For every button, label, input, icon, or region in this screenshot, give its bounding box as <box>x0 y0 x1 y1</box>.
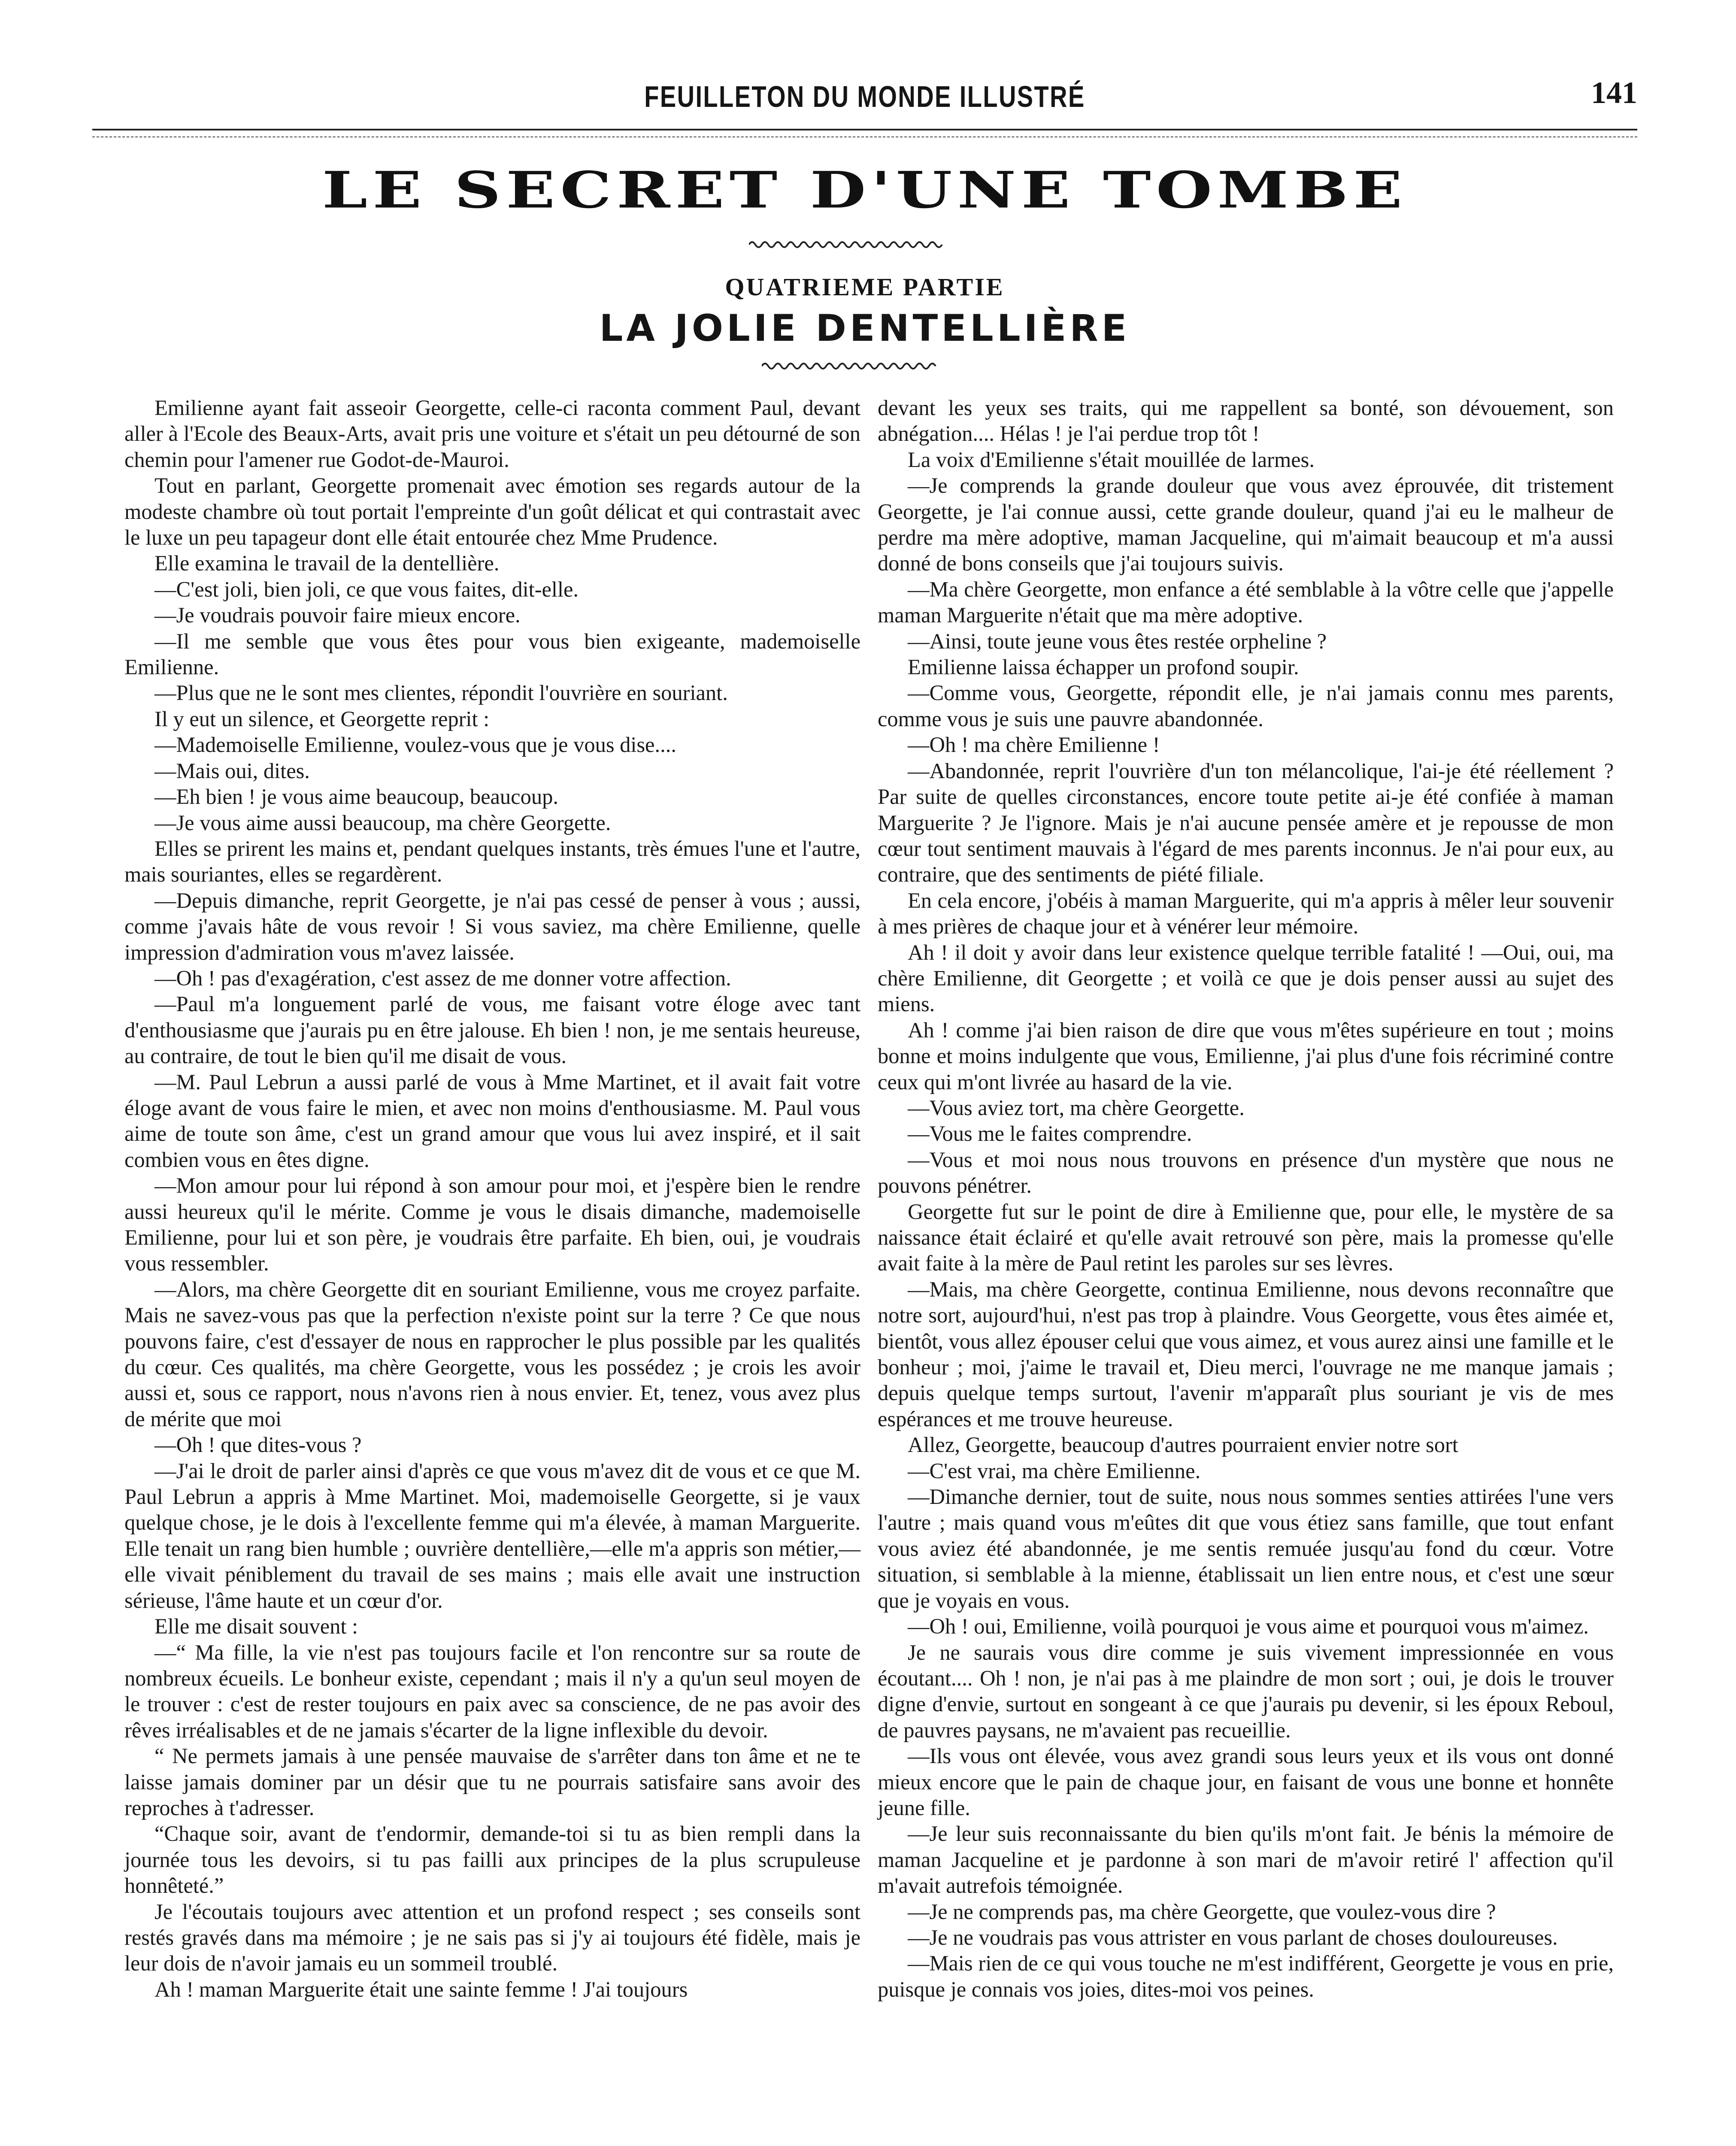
paragraph: —Abandonnée, reprit l'ouvrière d'un ton mélancolique, l'ai-je été réellement ? Par suite de quelles circonstances, encore toute petite ai-je été confiée à maman Marguerite ? Je l'ignore. Mais je n'ai aucune pensée amère et je repousse de mon cœur tout sentiment mauvais à l'égard de mes parents inconnus. Je n'ai pour eux, au contraire, que des sentiments de piété filiale. <box>878 758 1614 887</box>
paragraph: —Vous me le faites comprendre. <box>908 1121 1192 1146</box>
paragraph: Ah ! maman Marguerite était une sainte femme ! J'ai toujours <box>155 1977 688 2001</box>
paragraph: “Chaque soir, avant de t'endormir, demande-toi si tu as bien rempli dans la journée tous les devoirs, si tu pas failli aux principes de la plus scrupuleuse honnêteté.” <box>124 1822 860 1898</box>
left-column <box>124 395 860 2002</box>
paragraph: Elles se prirent les mains et, pendant quelques instants, très émues l'une et l'autre, mais souriantes, elles se regardèrent. <box>124 836 860 887</box>
paragraph: Emilienne laissa échapper un profond soupir. <box>908 655 1299 679</box>
paragraph: Ah ! comme j'ai bien raison de dire que vous m'êtes supérieure en tout ; moins bonne et moins indulgente que vous, Emilienne, j'ai plus d'une fois récriminé contre ceux qui m'ont livrée au hasard de la vie. <box>878 1018 1614 1094</box>
paragraph: —Vous et moi nous nous trouvons en présence d'un mystère que nous ne pouvons pénétrer. <box>878 1147 1614 1198</box>
paragraph: —Ainsi, toute jeune vous êtes restée orpheline ? <box>908 629 1327 653</box>
paragraph: Je l'écoutais toujours avec attention et un profond respect ; ses conseils sont restés gravés dans ma mémoire ; je ne sais pas si j'y ai toujours été fidèle, mais je leur dois de n'avoir jamais eu un sommeil troublé. <box>124 1899 860 1976</box>
paragraph: Allez, Georgette, beaucoup d'autres pourraient envier notre sort <box>908 1433 1458 1457</box>
right-column <box>878 395 1614 2002</box>
paragraph: —Oh ! oui, Emilienne, voilà pourquoi je vous aime et pourquoi vous m'aimez. <box>908 1614 1589 1639</box>
chapter-subtitle: LA JOLIE DENTELLIÈRE <box>599 307 1130 350</box>
paragraph: —Mais oui, dites. <box>155 758 310 783</box>
paragraph: —J'ai le droit de parler ainsi d'après ce que vous m'avez dit de vous et ce que M. Paul Lebrun a appris à Mme Martinet. Moi, mademoiselle Georgette, si je vaux quelque chose, je le dois à l'excellente femme qui m'a élevée, à maman Marguerite. Elle tenait un rang bien humble ; ouvrière dentellière,—elle m'a appris son métier,—elle vivait péniblement du travail de ses mains ; mais elle avait une instruction sérieuse, l'âme haute et un cœur d'or. <box>124 1458 860 1613</box>
paragraph: —Je ne comprends pas, ma chère Georgette, que voulez-vous dire ? <box>908 1899 1496 1924</box>
paragraph: —Oh ! pas d'exagération, c'est assez de me donner votre affection. <box>155 966 731 990</box>
paragraph: —Ils vous ont élevée, vous avez grandi sous leurs yeux et ils vous ont donné mieux encore que le pain de chaque jour, en faisant de vous une bonne et honnête jeune fille. <box>878 1744 1614 1820</box>
paragraph: —Ma chère Georgette, mon enfance a été semblable à la vôtre celle que j'appelle maman Marguerite n'était que ma mère adoptive. <box>878 577 1614 627</box>
paragraph: —Je leur suis reconnaissante du bien qu'ils m'ont fait. Je bénis la mémoire de maman Jacqueline et je pardonne à son mari de m'avoir retiré l' affection qu'il m'avait autrefois témoignée. <box>878 1822 1614 1898</box>
paragraph: —Mon amour pour lui répond à son amour pour moi, et j'espère bien le rendre aussi heureux qu'il le mérite. Comme je vous le disais dimanche, mademoiselle Emilienne, pour lui et son père, je voudrais être parfaite. Eh bien, oui, je voudrais vous ressembler. <box>124 1173 860 1276</box>
paragraph: Georgette fut sur le point de dire à Emilienne que, pour elle, le mystère de sa naissance était éclairé et qu'elle avait retrouvé son père, mais la promesse qu'elle avait faite à la mère de Paul retint les paroles sur ses lèvres. <box>878 1199 1614 1276</box>
paragraph: —Je voudrais pouvoir faire mieux encore. <box>155 603 521 627</box>
paragraph: —Alors, ma chère Georgette dit en souriant Emilienne, vous me croyez parfaite. Mais ne savez-vous pas que la perfection n'existe point sur la terre ? Ce que nous pouvons faire, c'est d'essayer de nous en rapprocher le plus possible par les qualités du cœur. Ces qualités, ma chère Georgette, vous les possédez ; je crois les avoir aussi et, sous ce rapport, nous n'avons rien à nous envier. Et, tenez, vous avez plus de mérite que moi <box>124 1277 860 1431</box>
paragraph: Ah ! il doit y avoir dans leur existence quelque terrible fatalité ! —Oui, oui, ma chère Emilienne, dit Georgette ; et voilà ce que je dois penser aussi au sujet des miens. <box>878 940 1614 1016</box>
paragraph: —Depuis dimanche, reprit Georgette, je n'ai pas cessé de penser à vous ; aussi, comme j'avais hâte de vous revoir ! Si vous saviez, ma chère Emilienne, quelle impression d'admiration vous m'avez laissée. <box>124 888 860 964</box>
paragraph: —Je vous aime aussi beaucoup, ma chère Georgette. <box>155 810 611 835</box>
paragraph: —Vous aviez tort, ma chère Georgette. <box>908 1095 1245 1120</box>
paragraph: Emilienne ayant fait asseoir Georgette, celle-ci raconta comment Paul, devant aller à l'Ecole des Beaux-Arts, avait pris une voiture et s'était un peu détourné de son chemin pour l'amener rue Godot-de-Mauroi. <box>124 396 860 472</box>
paragraph: —Mais, ma chère Georgette, continua Emilienne, nous devons reconnaître que notre sort, aujourd'hui, n'est pas trop à plaindre. Vous Georgette, vous êtes aimée et, bientôt, vous allez épouser celui que vous aimez, et vous aurez ainsi une famille et le bonheur ; moi, j'aime le travail et, Dieu merci, l'ouvrage ne me manque jamais ; depuis quelque temps surtout, l'avenir m'apparaît plus souriant je vis de mes espérances et me trouve heureuse. <box>878 1277 1614 1431</box>
paragraph: Tout en parlant, Georgette promenait avec émotion ses regards autour de la modeste chambre où tout portait l'empreinte d'un goût délicat et qui contrastait avec le luxe un peu tapageur dont elle était entourée chez Mme Prudence. <box>124 473 860 550</box>
running-title: FEUILLETON DU MONDE ILLUSTRÉ <box>644 80 1085 113</box>
paragraph: —Paul m'a longuement parlé de vous, me faisant votre éloge avec tant d'enthousiasme que j'aurais pu en être jalouse. Eh bien ! non, je me sentais heureuse, au contraire, de tout le bien qu'il me disait de vous. <box>124 992 860 1068</box>
header-rule <box>92 129 1637 137</box>
paragraph: —C'est vrai, ma chère Emilienne. <box>908 1458 1201 1483</box>
paragraph: —“ Ma fille, la vie n'est pas toujours facile et l'on rencontre sur sa route de nombreux écueils. Le bonheur existe, cependant ; mais il n'y a qu'un seul moyen de le trouver : c'est de rester toujours en paix avec sa conscience, de ne pas avoir des rêves irréalisables et de ne jamais s'écarter de la ligne inflexible du devoir. <box>124 1640 860 1742</box>
part-label: QUATRIEME PARTIE <box>725 273 1005 301</box>
paragraph: Elle me disait souvent : <box>155 1614 358 1639</box>
paragraph: —Mademoiselle Emilienne, voulez-vous que je vous dise.... <box>155 733 676 757</box>
paragraph: “ Ne permets jamais à une pensée mauvaise de s'arrêter dans ton âme et ne te laisse jamais dominer par un désir que tu ne pourrais satisfaire sans avoir des reproches à t'adresser. <box>124 1744 860 1820</box>
paragraph: En cela encore, j'obéis à maman Marguerite, qui m'a appris à mêler leur souvenir à mes prières de chaque jour et à vénérer leur mémoire. <box>878 888 1614 939</box>
paragraph: —Comme vous, Georgette, répondit elle, je n'ai jamais connu mes parents, comme vous je suis une pauvre abandonnée. <box>878 681 1614 731</box>
paragraph: La voix d'Emilienne s'était mouillée de larmes. <box>908 447 1315 472</box>
paragraph: —Oh ! ma chère Emilienne ! <box>908 733 1160 757</box>
paragraph: —Mais rien de ce qui vous touche ne m'est indifférent, Georgette je vous en prie, puisque je connais vos joies, dites-moi vos peines. <box>878 1951 1614 2001</box>
paragraph: —C'est joli, bien joli, ce que vous faites, dit-elle. <box>155 577 579 601</box>
paragraph: Il y eut un silence, et Georgette reprit : <box>155 706 490 731</box>
paragraph: —Eh bien ! je vous aime beaucoup, beaucoup. <box>155 785 558 809</box>
paragraph: —Il me semble que vous êtes pour vous bien exigeante, mademoiselle Emilienne. <box>124 629 860 679</box>
paragraph: Elle examina le travail de la dentellière. <box>155 551 500 576</box>
serial-title: LE SECRET D'UNE TOMBE <box>322 161 1408 220</box>
running-head <box>92 75 1637 122</box>
paragraph: —Dimanche dernier, tout de suite, nous nous sommes senties attirées l'une vers l'autre ; mais quand vous m'eûtes dit que vous étiez sans famille, que tout enfant vous aviez été abandonnée, je me sentis remuée jusqu'au fond du cœur. Votre situation, si semblable à la mienne, établissait un lien entre nous, et c'est une sœur que je voyais en vous. <box>878 1485 1614 1613</box>
paragraph: —Je ne voudrais pas vous attrister en vous parlant de choses douloureuses. <box>908 1925 1558 1949</box>
paragraph: —Plus que ne le sont mes clientes, répondit l'ouvrière en souriant. <box>155 681 728 705</box>
paragraph: devant les yeux ses traits, qui me rappellent sa bonté, son dévouement, son abnégation.... Hélas ! je l'ai perdue trop tôt ! <box>878 396 1614 446</box>
paragraph: —Oh ! que dites-vous ? <box>155 1433 362 1457</box>
paragraph: —Je comprends la grande douleur que vous avez éprouvée, dit tristement Georgette, je l'ai connue aussi, cette grande douleur, quand j'ai eu le malheur de perdre ma mère adoptive, maman Jacqueline, qui m'aimait beaucoup et m'a aussi donné de bons conseils que j'ai toujours suivis. <box>878 473 1614 576</box>
wavy-ornament-top <box>749 238 946 251</box>
paragraph: Je ne saurais vous dire comme je suis vivement impressionnée en vous écoutant.... Oh ! non, je n'ai pas à me plaindre de mon sort ; oui, je dois le trouver digne d'envie, surtout en songeant à ce que j'aurais pu devenir, si les époux Reboul, de pauvres paysans, ne m'avaient pas recueillie. <box>878 1640 1614 1742</box>
wavy-ornament-bottom <box>762 360 938 373</box>
page-number: 141 <box>1591 76 1637 110</box>
paragraph: —M. Paul Lebrun a aussi parlé de vous à Mme Martinet, et il avait fait votre éloge avant de vous faire le mien, et avec non moins d'enthousiasme. M. Paul vous aime de toute son âme, c'est un grand amour que vous lui avez inspiré, et il sait combien vous en êtes digne. <box>124 1070 860 1172</box>
